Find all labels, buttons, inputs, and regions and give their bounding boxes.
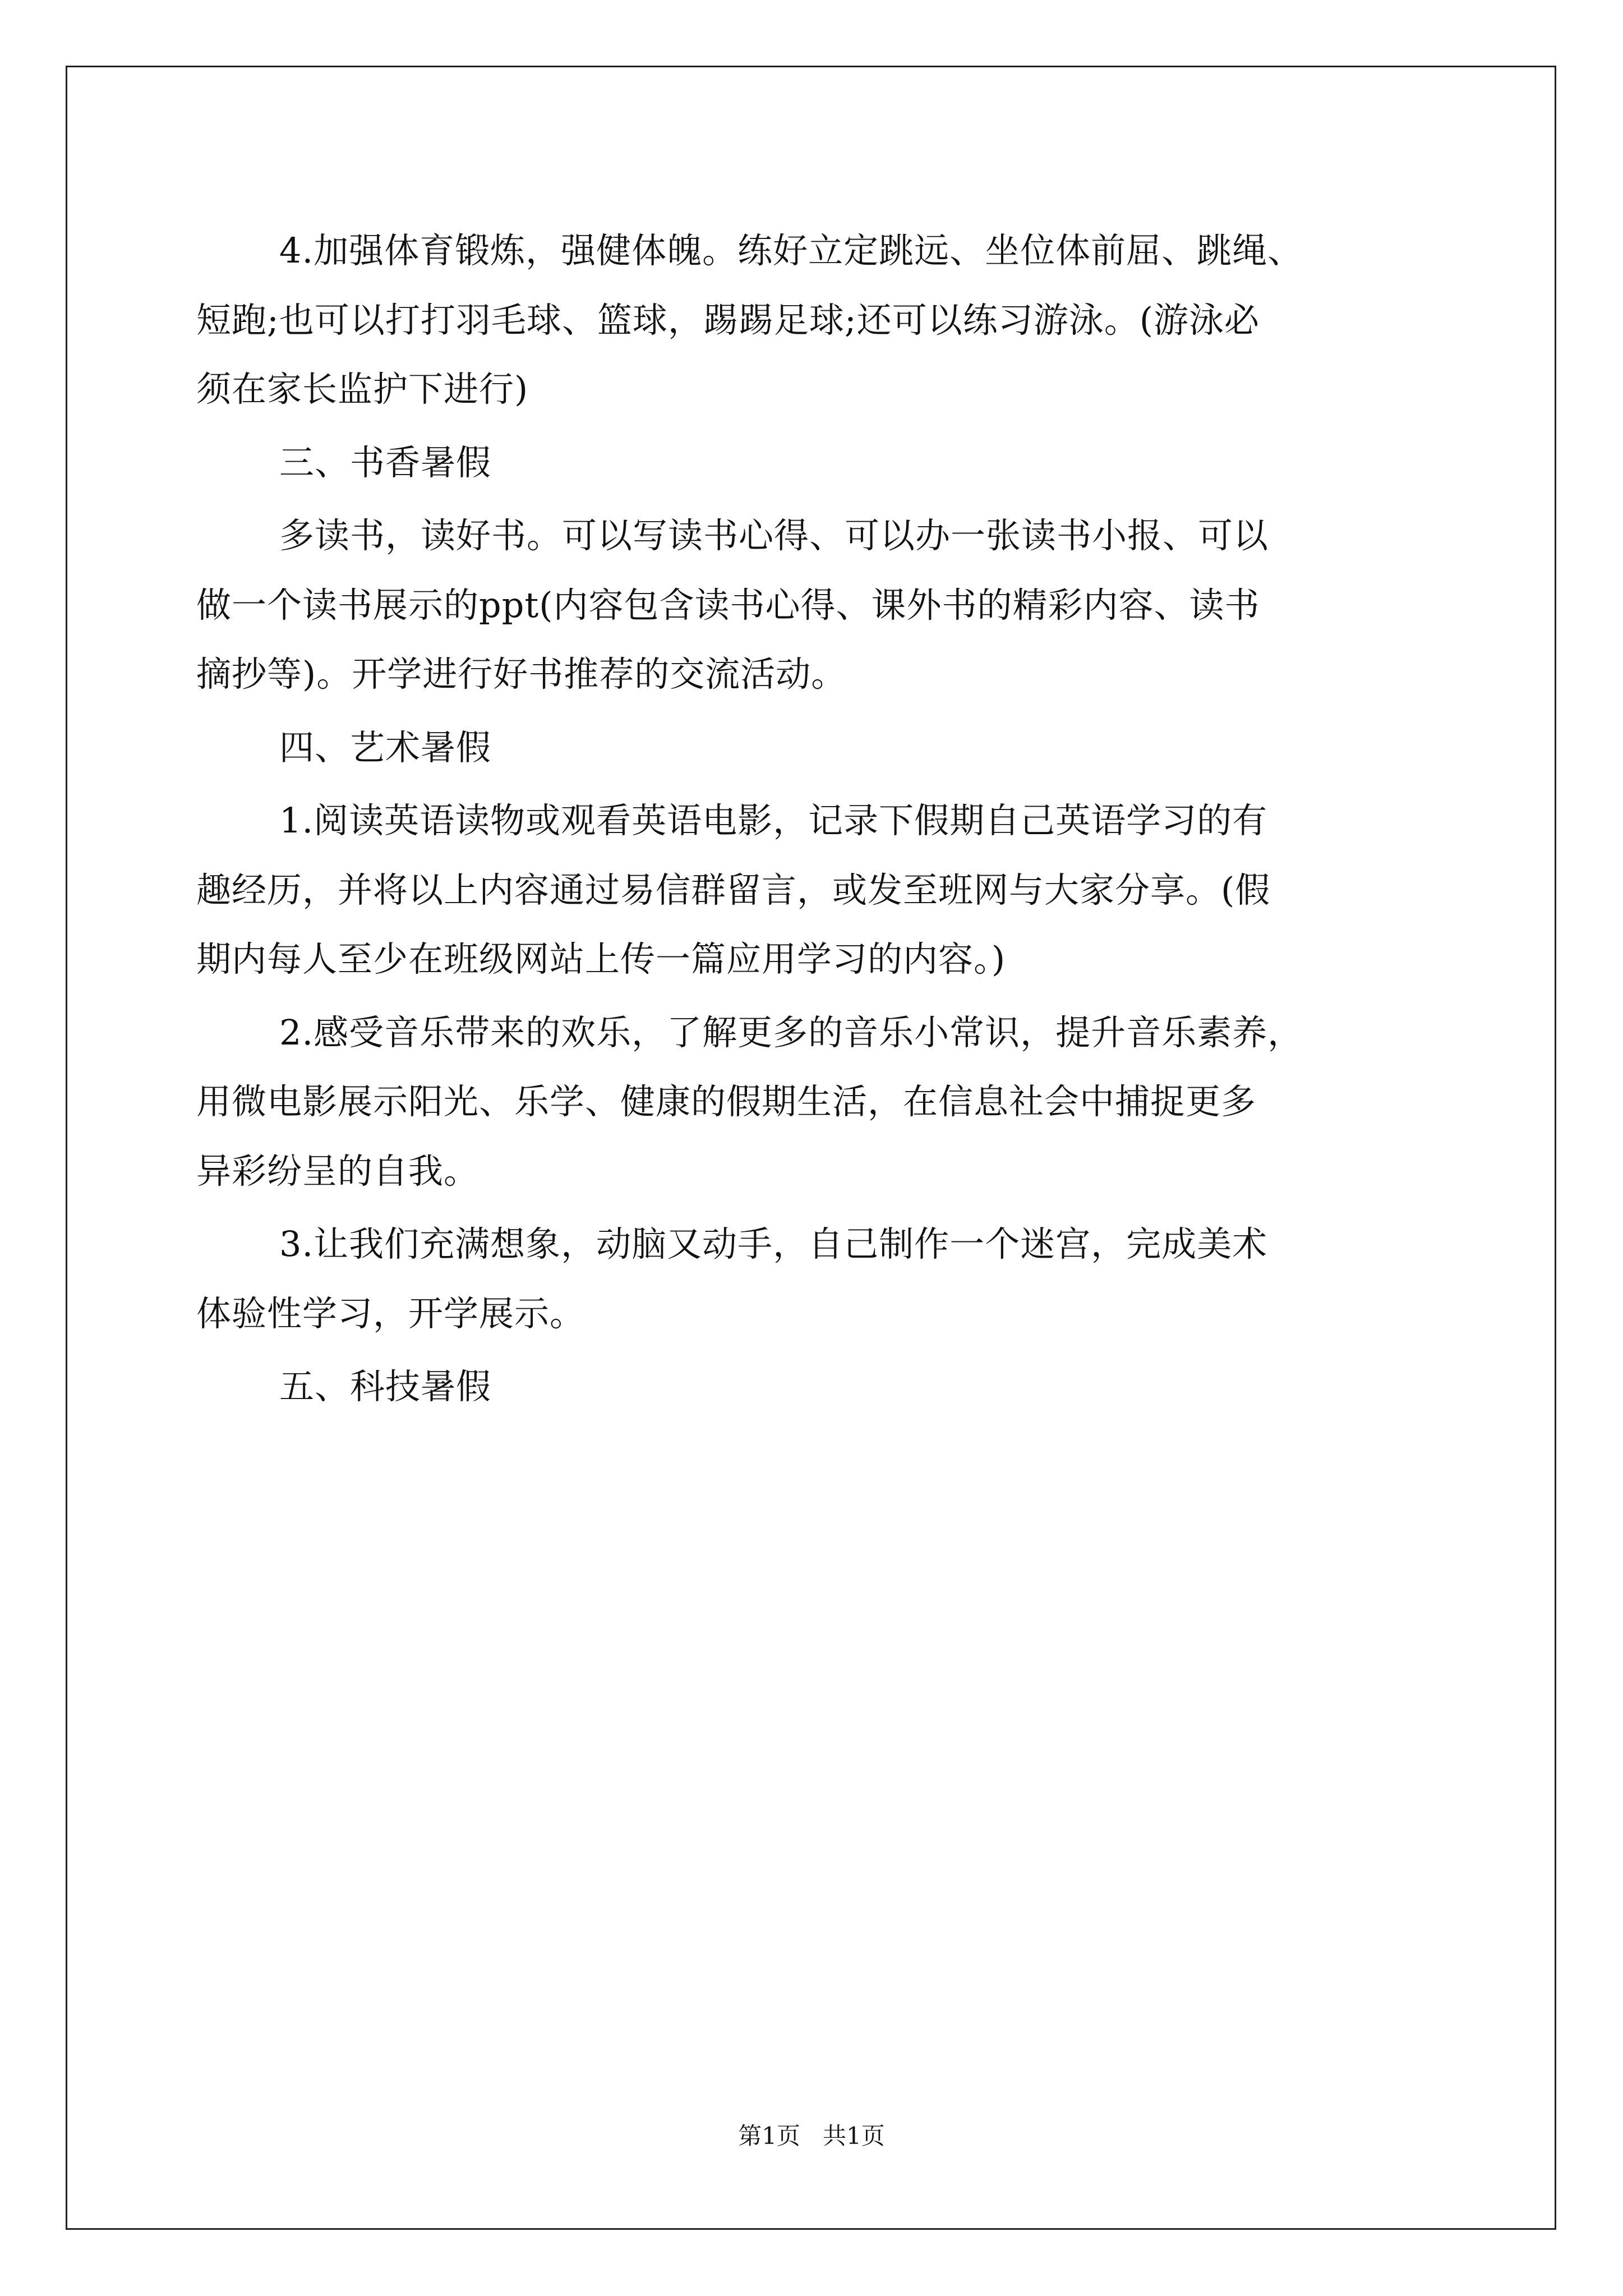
text-line: 多读书，读好书。可以写读书心得、可以办一张读书小报、可以	[279, 515, 1269, 556]
text-line: 1.阅读英语读物或观看英语电影，记录下假期自己英语学习的有	[279, 800, 1268, 841]
text-line: 4.加强体育锻炼，强健体魄。练好立定跳远、坐位体前屈、跳绳、	[279, 230, 1303, 271]
text-line: 趣经历，并将以上内容通过易信群留言，或发至班网与大家分享。(假	[196, 869, 1271, 910]
paragraph-sports	[196, 216, 1430, 424]
page-footer	[0, 2118, 1623, 2151]
text-line: 三、书香暑假	[279, 441, 492, 483]
text-line: 2.感受音乐带来的欢乐，了解更多的音乐小常识，提升音乐素养，	[279, 1011, 1303, 1053]
page-number: 第1页 共1页	[738, 2122, 885, 2150]
text-line: 体验性学习，开学展示。	[196, 1292, 585, 1334]
section-heading-tech	[196, 1352, 1430, 1421]
section-heading-art	[196, 713, 1430, 783]
text-line: 四、艺术暑假	[279, 726, 492, 768]
document-body	[196, 216, 1430, 1425]
paragraph-art-maze	[196, 1209, 1430, 1348]
text-line: 用微电影展示阳光、乐学、健康的假期生活，在信息社会中捕捉更多	[196, 1081, 1257, 1122]
section-heading-reading	[196, 428, 1430, 498]
text-line: 期内每人至少在班级网站上传一篇应用学习的内容。)	[196, 938, 1006, 979]
text-line: 短跑;也可以打打羽毛球、篮球，踢踢足球;还可以练习游泳。(游泳必	[196, 299, 1260, 341]
paragraph-art-english	[196, 786, 1430, 994]
text-line: 做一个读书展示的ppt(内容包含读书心得、课外书的精彩内容、读书	[196, 584, 1260, 625]
text-line: 须在家长监护下进行)	[196, 369, 529, 409]
text-line: 摘抄等)。开学进行好书推荐的交流活动。	[196, 654, 847, 694]
paragraph-reading	[196, 501, 1430, 709]
paragraph-art-music	[196, 998, 1430, 1206]
text-line: 3.让我们充满想象，动脑又动手，自己制作一个迷宫，完成美术	[279, 1223, 1268, 1264]
text-line: 异彩纷呈的自我。	[196, 1150, 479, 1191]
text-line: 五、科技暑假	[279, 1366, 492, 1407]
